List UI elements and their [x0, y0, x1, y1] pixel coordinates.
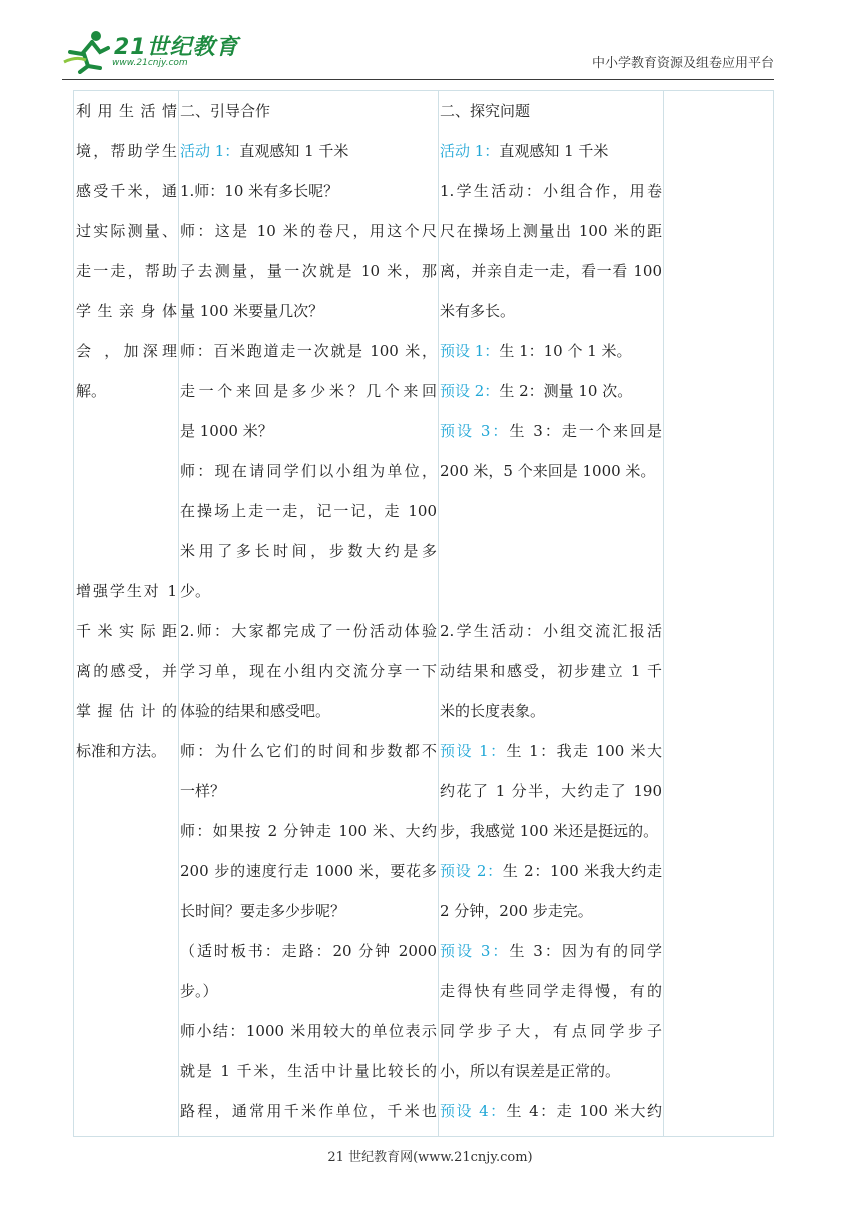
header-divider	[62, 79, 774, 80]
text-line: 是 1000 米？	[180, 422, 273, 440]
preset-text: 生 1：我走 100 米大	[506, 742, 662, 760]
preset-label: 预设 2：	[440, 382, 500, 400]
text-line: 2.学生活动：小组交流汇报活	[440, 622, 662, 640]
design-intent-column	[76, 91, 177, 771]
preset-line	[440, 851, 662, 891]
runner-logo-icon	[62, 28, 114, 74]
logo	[62, 28, 239, 74]
text-line: 离的感受，并	[76, 662, 177, 680]
text-line: 走一走，帮助	[76, 262, 177, 280]
text-line: 在操场上走一走，记一记，走 100	[180, 502, 437, 520]
text-line: 标准和方法。	[76, 742, 167, 760]
text-line: 师小结：1000 米用较大的单位表示	[180, 1022, 437, 1040]
text-line: 过实际测量、	[76, 222, 177, 240]
text-line: 约花了 1 分半，大约走了 190	[440, 782, 662, 800]
platform-name: 中小学教育资源及组卷应用平台	[591, 56, 774, 71]
preset-text: 生 2：测量 10 次。	[499, 382, 633, 400]
preset-text: 生 4：走 100 米大约	[506, 1102, 662, 1120]
text-line: 解。	[76, 382, 107, 400]
text-line: 学习单，现在小组内交流分享一下	[180, 662, 437, 680]
text-line: 千米实际距	[76, 622, 177, 640]
preset-text: 生 3：因为有的同学	[509, 942, 663, 960]
text-line: 动结果和感受，初步建立 1 千	[440, 662, 662, 680]
preset-label: 预设 3：	[440, 942, 510, 960]
text-line: 子去测量，量一次就是 10 米，那	[180, 262, 437, 280]
text-line: 200 步的速度行走 1000 米，要花多	[180, 862, 437, 880]
text-line: 2.师：大家都完成了一份活动体验	[180, 622, 437, 640]
text-line: 就是 1 千米，生活中计量比较长的	[180, 1062, 437, 1080]
preset-text: 生 3：走一个来回是	[509, 422, 663, 440]
text-line: 少。	[180, 582, 211, 600]
preset-label: 预设 4：	[440, 1102, 507, 1120]
text-line: 师：百米跑道走一次就是 100 米，	[180, 342, 437, 360]
text-line: 利用生活情	[76, 102, 177, 120]
column-divider	[178, 91, 179, 1136]
text-line: 200 米，5 个来回是 1000 米。	[440, 462, 656, 480]
text-line: 师：如果按 2 分钟走 100 米、大约	[180, 822, 437, 840]
activity-title	[180, 131, 437, 171]
preset-label: 预设 3：	[440, 422, 510, 440]
logo-title: 21世纪教育	[114, 35, 239, 60]
text-line: 2 分钟，200 步走完。	[440, 902, 593, 920]
text-line: 增强学生对 1	[76, 582, 177, 600]
preset-line	[440, 371, 662, 411]
preset-text: 生 2：100 米我大约走	[502, 862, 662, 880]
lesson-table	[73, 90, 774, 1137]
text-line: 会 ，加深理	[76, 342, 177, 360]
preset-text: 生 1：10 个 1 米。	[499, 342, 632, 360]
preset-line	[440, 1091, 662, 1131]
text-line: 路程，通常用千米作单位，千米也	[180, 1102, 437, 1120]
text-line: 小，所以有误差是正常的。	[440, 1062, 621, 1080]
text-line: 掌握估计的	[76, 702, 177, 720]
activity-title	[440, 131, 662, 171]
text-line: 离，并亲自走一走，看一看 100	[440, 262, 662, 280]
text-line: 感受千米，通	[76, 182, 177, 200]
text-line: 走得快有些同学走得慢，有的	[440, 982, 662, 1000]
preset-line	[440, 331, 662, 371]
text-line: 同学步子大，有点同学步子	[440, 1022, 662, 1040]
text-line: 体验的结果和感受吧。	[180, 702, 331, 720]
page-footer: 21 世纪教育网(www.21cnjy.com)	[327, 1150, 533, 1165]
column-divider	[438, 91, 439, 1136]
text-line: 米的长度表象。	[440, 702, 546, 720]
text-line: 步。）	[180, 982, 218, 1000]
preset-label: 预设 1：	[440, 342, 500, 360]
activity-label: 活动 1：	[180, 142, 240, 160]
page-header	[0, 0, 860, 84]
activity-label: 活动 1：	[440, 142, 500, 160]
text-line: （适时板书：走路：20 分钟 2000	[180, 942, 437, 960]
text-line: 1.师：10 米有多长呢？	[180, 182, 339, 200]
activity-title-text: 直观感知 1 千米	[499, 142, 609, 160]
text-line: 师：为什么它们的时间和步数都不	[180, 742, 437, 760]
text-line: 一样？	[180, 782, 226, 800]
preset-line	[440, 731, 662, 771]
text-line: 米有多长。	[440, 302, 516, 320]
preset-line	[440, 411, 662, 451]
text-line: 师：这是 10 米的卷尺，用这个尺	[180, 222, 437, 240]
section-heading: 二、引导合作	[180, 102, 271, 120]
activity-title-text: 直观感知 1 千米	[239, 142, 349, 160]
student-activity-column	[440, 91, 662, 1131]
text-line: 长时间？要走多少步呢？	[180, 902, 346, 920]
teacher-activity-column	[180, 91, 437, 1131]
text-line: 师：现在请同学们以小组为单位，	[180, 462, 437, 480]
text-line: 境，帮助学生	[76, 142, 177, 160]
column-divider	[663, 91, 664, 1136]
preset-label: 预设 2：	[440, 862, 503, 880]
text-line: 学生亲身体	[76, 302, 177, 320]
text-line: 量 100 米要量几次？	[180, 302, 324, 320]
text-line: 走一个来回是多少米？几个来回	[180, 382, 437, 400]
logo-url: www.21cnjy.com	[112, 58, 188, 68]
preset-line	[440, 931, 662, 971]
preset-label: 预设 1：	[440, 742, 507, 760]
text-line: 尺在操场上测量出 100 米的距	[440, 222, 662, 240]
text-line: 米用了多长时间，步数大约是多	[180, 542, 437, 560]
text-line: 1.学生活动：小组合作，用卷	[440, 182, 662, 200]
section-heading: 二、探究问题	[440, 102, 531, 120]
text-line: 步，我感觉 100 米还是挺远的。	[440, 822, 659, 840]
